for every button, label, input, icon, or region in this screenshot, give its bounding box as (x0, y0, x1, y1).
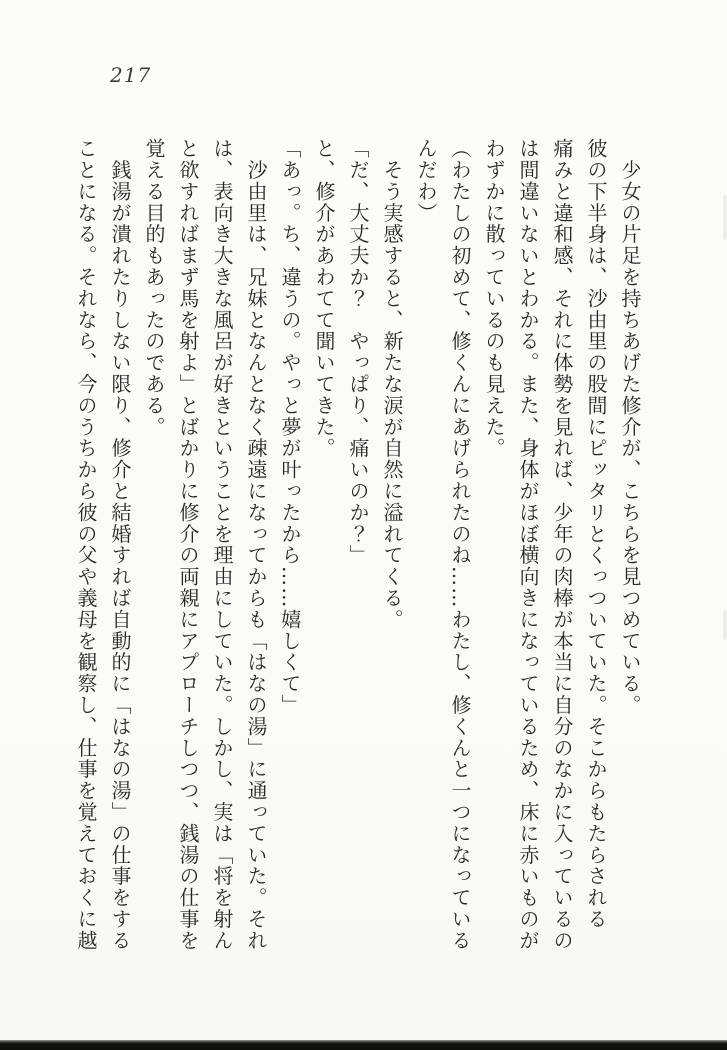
text-column: 少女の片足を持ちあげた修介が、こちらを見つめている。 (618, 138, 642, 716)
text-column: 痛みと違和感、それに体勢を見れば、少年の肉棒が本当に自分のなかに入っているの (550, 138, 574, 952)
scan-edge-bar (0, 1040, 727, 1050)
text-column: んだわ） (414, 138, 438, 224)
text-column: は、表向き大きな風呂が好きということを理由にしていた。しかし、実は「将を射ん (210, 138, 234, 952)
text-column: 覚える目的もあったのである。 (142, 138, 166, 438)
text-column: 「あっ。ち、違うの。やっと夢が叶ったから……嬉しくて」 (278, 138, 302, 716)
text-column: 彼の下半身は、沙由里の股間にピッタリとくっついていた。そこからもたらされる (584, 138, 608, 930)
text-column: と欲すればまず馬を射よ」とばかりに修介の両親にアプローチしつつ、銭湯の仕事を (176, 138, 200, 952)
text-column: 「だ、大丈夫か？ やっぱり、痛いのか？」 (346, 138, 370, 566)
page-number: 217 (110, 63, 152, 87)
text-column: 銭湯が潰れたりしない限り、修介と結婚すれば自動的に「はなの湯」の仕事をする (108, 138, 132, 952)
scan-artifact (723, 195, 727, 240)
text-column: と、修介があわてて聞いてきた。 (312, 138, 336, 459)
text-column: そう実感すると、新たな涙が自然に溢れてくる。 (380, 138, 404, 631)
text-column: ことになる。それなら、今のうちから彼の父や義母を観察し、仕事を覚えておくに越 (74, 138, 98, 952)
text-column: は間違いないとわかる。また、身体がほぼ横向きになっているため、床に赤いものが (516, 138, 540, 952)
scan-artifact (723, 610, 727, 640)
text-column: 沙由里は、兄妹となんとなく疎遠になってからも「はなの湯」に通っていた。それ (244, 138, 268, 952)
vertical-text-block (69, 138, 647, 956)
text-column: わずかに散っているのも見えた。 (482, 138, 506, 459)
text-column: （わたしの初めて、修くんにあげられたのね……わたし、修くんと一つになっている (448, 138, 472, 952)
